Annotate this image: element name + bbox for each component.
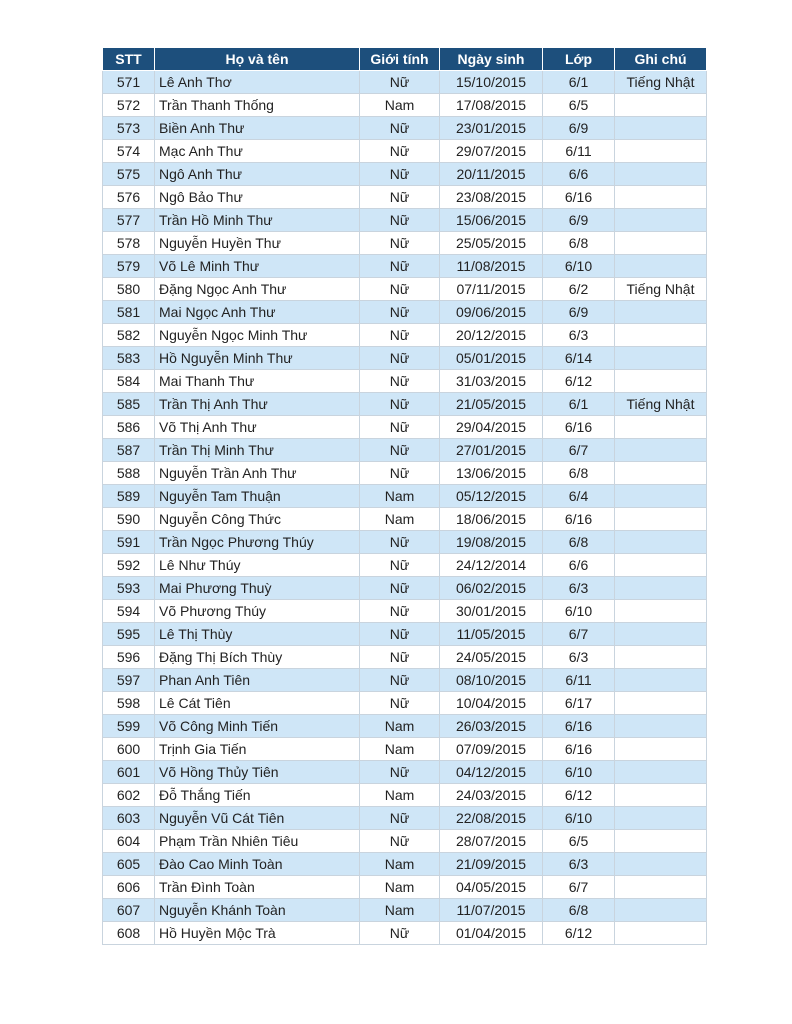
cell-birth-date: 10/04/2015 xyxy=(440,692,543,715)
cell-gender: Nữ xyxy=(360,577,440,600)
cell-full-name: Mai Thanh Thư xyxy=(155,370,360,393)
table-row xyxy=(103,255,707,278)
cell-gender: Nữ xyxy=(360,370,440,393)
cell-class: 6/12 xyxy=(543,784,615,807)
cell-full-name: Phạm Trần Nhiên Tiêu xyxy=(155,830,360,853)
cell-class: 6/6 xyxy=(543,554,615,577)
cell-note xyxy=(615,669,707,692)
cell-class: 6/7 xyxy=(543,623,615,646)
cell-full-name: Nguyễn Trần Anh Thư xyxy=(155,462,360,485)
cell-birth-date: 29/04/2015 xyxy=(440,416,543,439)
cell-note xyxy=(615,646,707,669)
cell-gender: Nữ xyxy=(360,324,440,347)
header-full-name: Họ và tên xyxy=(155,48,360,71)
header-birth-date: Ngày sinh xyxy=(440,48,543,71)
table-row xyxy=(103,876,707,899)
cell-stt: 571 xyxy=(103,71,155,94)
cell-stt: 581 xyxy=(103,301,155,324)
cell-full-name: Mạc Anh Thư xyxy=(155,140,360,163)
cell-gender: Nữ xyxy=(360,922,440,945)
cell-full-name: Trần Thị Anh Thư xyxy=(155,393,360,416)
cell-stt: 584 xyxy=(103,370,155,393)
cell-birth-date: 05/01/2015 xyxy=(440,347,543,370)
cell-class: 6/12 xyxy=(543,370,615,393)
cell-note xyxy=(615,347,707,370)
cell-stt: 582 xyxy=(103,324,155,347)
cell-note xyxy=(615,508,707,531)
cell-class: 6/1 xyxy=(543,393,615,416)
cell-birth-date: 18/06/2015 xyxy=(440,508,543,531)
cell-gender: Nam xyxy=(360,738,440,761)
table-row xyxy=(103,370,707,393)
cell-gender: Nữ xyxy=(360,186,440,209)
cell-full-name: Nguyễn Huyền Thư xyxy=(155,232,360,255)
cell-class: 6/17 xyxy=(543,692,615,715)
cell-note xyxy=(615,416,707,439)
cell-class: 6/3 xyxy=(543,646,615,669)
cell-birth-date: 11/05/2015 xyxy=(440,623,543,646)
cell-gender: Nữ xyxy=(360,140,440,163)
cell-gender: Nữ xyxy=(360,646,440,669)
cell-full-name: Lê Anh Thơ xyxy=(155,71,360,94)
table-row xyxy=(103,784,707,807)
cell-full-name: Mai Ngọc Anh Thư xyxy=(155,301,360,324)
cell-full-name: Lê Thị Thùy xyxy=(155,623,360,646)
cell-note xyxy=(615,715,707,738)
cell-birth-date: 05/12/2015 xyxy=(440,485,543,508)
cell-stt: 577 xyxy=(103,209,155,232)
cell-stt: 589 xyxy=(103,485,155,508)
table-body xyxy=(103,71,707,945)
table-row xyxy=(103,232,707,255)
cell-full-name: Hồ Huyền Mộc Trà xyxy=(155,922,360,945)
cell-class: 6/10 xyxy=(543,761,615,784)
cell-full-name: Phan Anh Tiên xyxy=(155,669,360,692)
cell-note xyxy=(615,807,707,830)
cell-note xyxy=(615,876,707,899)
cell-birth-date: 30/01/2015 xyxy=(440,600,543,623)
header-row xyxy=(103,48,707,71)
cell-full-name: Đặng Ngọc Anh Thư xyxy=(155,278,360,301)
cell-stt: 580 xyxy=(103,278,155,301)
cell-stt: 599 xyxy=(103,715,155,738)
table-row xyxy=(103,738,707,761)
cell-gender: Nam xyxy=(360,853,440,876)
cell-birth-date: 13/06/2015 xyxy=(440,462,543,485)
cell-note xyxy=(615,531,707,554)
cell-birth-date: 07/11/2015 xyxy=(440,278,543,301)
cell-gender: Nữ xyxy=(360,347,440,370)
cell-full-name: Võ Phương Thúy xyxy=(155,600,360,623)
table-row xyxy=(103,278,707,301)
cell-class: 6/8 xyxy=(543,531,615,554)
cell-note xyxy=(615,853,707,876)
table-row xyxy=(103,899,707,922)
cell-birth-date: 25/05/2015 xyxy=(440,232,543,255)
cell-birth-date: 22/08/2015 xyxy=(440,807,543,830)
cell-stt: 585 xyxy=(103,393,155,416)
cell-note xyxy=(615,738,707,761)
cell-note xyxy=(615,600,707,623)
cell-gender: Nữ xyxy=(360,209,440,232)
cell-class: 6/1 xyxy=(543,71,615,94)
cell-note xyxy=(615,761,707,784)
table-row xyxy=(103,485,707,508)
cell-full-name: Nguyễn Tam Thuận xyxy=(155,485,360,508)
cell-birth-date: 23/01/2015 xyxy=(440,117,543,140)
cell-birth-date: 21/09/2015 xyxy=(440,853,543,876)
cell-stt: 572 xyxy=(103,94,155,117)
cell-birth-date: 24/05/2015 xyxy=(440,646,543,669)
cell-full-name: Nguyễn Khánh Toàn xyxy=(155,899,360,922)
cell-stt: 600 xyxy=(103,738,155,761)
cell-birth-date: 20/12/2015 xyxy=(440,324,543,347)
header-gender: Giới tính xyxy=(360,48,440,71)
cell-note xyxy=(615,439,707,462)
cell-full-name: Lê Như Thúy xyxy=(155,554,360,577)
cell-note xyxy=(615,163,707,186)
cell-birth-date: 15/06/2015 xyxy=(440,209,543,232)
cell-full-name: Trịnh Gia Tiến xyxy=(155,738,360,761)
cell-gender: Nữ xyxy=(360,554,440,577)
cell-class: 6/5 xyxy=(543,94,615,117)
cell-class: 6/7 xyxy=(543,439,615,462)
cell-full-name: Lê Cát Tiên xyxy=(155,692,360,715)
cell-birth-date: 19/08/2015 xyxy=(440,531,543,554)
table-row xyxy=(103,807,707,830)
cell-stt: 590 xyxy=(103,508,155,531)
cell-stt: 603 xyxy=(103,807,155,830)
table-row xyxy=(103,301,707,324)
cell-birth-date: 11/08/2015 xyxy=(440,255,543,278)
cell-gender: Nam xyxy=(360,508,440,531)
cell-birth-date: 31/03/2015 xyxy=(440,370,543,393)
cell-note xyxy=(615,117,707,140)
cell-note xyxy=(615,462,707,485)
cell-stt: 587 xyxy=(103,439,155,462)
cell-birth-date: 26/03/2015 xyxy=(440,715,543,738)
cell-full-name: Võ Lê Minh Thư xyxy=(155,255,360,278)
cell-note: Tiếng Nhật xyxy=(615,71,707,94)
table-row xyxy=(103,439,707,462)
table-row xyxy=(103,347,707,370)
table-row xyxy=(103,853,707,876)
cell-class: 6/10 xyxy=(543,255,615,278)
cell-stt: 594 xyxy=(103,600,155,623)
cell-class: 6/3 xyxy=(543,853,615,876)
cell-note xyxy=(615,623,707,646)
cell-note xyxy=(615,140,707,163)
table-row xyxy=(103,140,707,163)
cell-gender: Nữ xyxy=(360,301,440,324)
cell-class: 6/8 xyxy=(543,899,615,922)
cell-gender: Nữ xyxy=(360,692,440,715)
cell-full-name: Đỗ Thắng Tiến xyxy=(155,784,360,807)
table-row xyxy=(103,922,707,945)
cell-gender: Nữ xyxy=(360,117,440,140)
cell-class: 6/8 xyxy=(543,462,615,485)
cell-stt: 591 xyxy=(103,531,155,554)
cell-gender: Nữ xyxy=(360,807,440,830)
cell-full-name: Trần Đình Toàn xyxy=(155,876,360,899)
student-table xyxy=(102,47,707,945)
cell-birth-date: 01/04/2015 xyxy=(440,922,543,945)
cell-class: 6/16 xyxy=(543,715,615,738)
cell-gender: Nữ xyxy=(360,531,440,554)
cell-stt: 579 xyxy=(103,255,155,278)
cell-class: 6/10 xyxy=(543,807,615,830)
cell-note xyxy=(615,784,707,807)
cell-full-name: Ngô Bảo Thư xyxy=(155,186,360,209)
cell-gender: Nữ xyxy=(360,623,440,646)
cell-full-name: Võ Công Minh Tiến xyxy=(155,715,360,738)
cell-gender: Nữ xyxy=(360,163,440,186)
cell-gender: Nữ xyxy=(360,761,440,784)
cell-stt: 593 xyxy=(103,577,155,600)
cell-class: 6/16 xyxy=(543,416,615,439)
cell-full-name: Hồ Nguyễn Minh Thư xyxy=(155,347,360,370)
cell-birth-date: 23/08/2015 xyxy=(440,186,543,209)
cell-note xyxy=(615,324,707,347)
cell-note xyxy=(615,209,707,232)
cell-class: 6/12 xyxy=(543,922,615,945)
cell-class: 6/8 xyxy=(543,232,615,255)
cell-gender: Nữ xyxy=(360,439,440,462)
table-row xyxy=(103,646,707,669)
header-note: Ghi chú xyxy=(615,48,707,71)
table-row xyxy=(103,715,707,738)
cell-class: 6/9 xyxy=(543,117,615,140)
cell-full-name: Võ Hồng Thủy Tiên xyxy=(155,761,360,784)
cell-birth-date: 08/10/2015 xyxy=(440,669,543,692)
cell-full-name: Mai Phương Thuỳ xyxy=(155,577,360,600)
cell-birth-date: 27/01/2015 xyxy=(440,439,543,462)
cell-class: 6/2 xyxy=(543,278,615,301)
cell-note xyxy=(615,899,707,922)
cell-class: 6/9 xyxy=(543,301,615,324)
table-row xyxy=(103,600,707,623)
cell-stt: 574 xyxy=(103,140,155,163)
cell-birth-date: 04/12/2015 xyxy=(440,761,543,784)
cell-class: 6/4 xyxy=(543,485,615,508)
cell-note xyxy=(615,255,707,278)
table-row xyxy=(103,830,707,853)
cell-stt: 604 xyxy=(103,830,155,853)
header-stt: STT xyxy=(103,48,155,71)
cell-class: 6/16 xyxy=(543,508,615,531)
cell-class: 6/9 xyxy=(543,209,615,232)
cell-gender: Nam xyxy=(360,784,440,807)
cell-birth-date: 15/10/2015 xyxy=(440,71,543,94)
cell-note xyxy=(615,94,707,117)
cell-stt: 606 xyxy=(103,876,155,899)
cell-gender: Nữ xyxy=(360,232,440,255)
table-row xyxy=(103,669,707,692)
cell-gender: Nam xyxy=(360,94,440,117)
table-row xyxy=(103,554,707,577)
cell-birth-date: 06/02/2015 xyxy=(440,577,543,600)
cell-full-name: Đào Cao Minh Toàn xyxy=(155,853,360,876)
cell-class: 6/11 xyxy=(543,669,615,692)
cell-stt: 592 xyxy=(103,554,155,577)
cell-full-name: Trần Hồ Minh Thư xyxy=(155,209,360,232)
cell-stt: 607 xyxy=(103,899,155,922)
table-row xyxy=(103,508,707,531)
cell-note xyxy=(615,232,707,255)
cell-birth-date: 28/07/2015 xyxy=(440,830,543,853)
cell-full-name: Nguyễn Vũ Cát Tiên xyxy=(155,807,360,830)
cell-note: Tiếng Nhật xyxy=(615,278,707,301)
cell-birth-date: 09/06/2015 xyxy=(440,301,543,324)
cell-stt: 576 xyxy=(103,186,155,209)
cell-full-name: Ngô Anh Thư xyxy=(155,163,360,186)
cell-note xyxy=(615,485,707,508)
table-row xyxy=(103,577,707,600)
cell-class: 6/10 xyxy=(543,600,615,623)
cell-gender: Nam xyxy=(360,715,440,738)
cell-note xyxy=(615,577,707,600)
cell-note xyxy=(615,301,707,324)
cell-class: 6/6 xyxy=(543,163,615,186)
cell-stt: 575 xyxy=(103,163,155,186)
cell-gender: Nữ xyxy=(360,416,440,439)
cell-class: 6/7 xyxy=(543,876,615,899)
cell-class: 6/3 xyxy=(543,577,615,600)
cell-note xyxy=(615,830,707,853)
table-row xyxy=(103,94,707,117)
table-row xyxy=(103,393,707,416)
cell-note xyxy=(615,692,707,715)
cell-gender: Nữ xyxy=(360,830,440,853)
table-row xyxy=(103,623,707,646)
cell-gender: Nam xyxy=(360,485,440,508)
cell-full-name: Võ Thị Anh Thư xyxy=(155,416,360,439)
cell-gender: Nam xyxy=(360,899,440,922)
cell-gender: Nữ xyxy=(360,462,440,485)
cell-full-name: Trần Thanh Thống xyxy=(155,94,360,117)
cell-stt: 588 xyxy=(103,462,155,485)
cell-birth-date: 24/12/2014 xyxy=(440,554,543,577)
cell-note xyxy=(615,922,707,945)
cell-birth-date: 29/07/2015 xyxy=(440,140,543,163)
table-row xyxy=(103,324,707,347)
cell-birth-date: 17/08/2015 xyxy=(440,94,543,117)
cell-full-name: Nguyễn Ngọc Minh Thư xyxy=(155,324,360,347)
cell-birth-date: 04/05/2015 xyxy=(440,876,543,899)
header-class: Lớp xyxy=(543,48,615,71)
cell-full-name: Nguyễn Công Thức xyxy=(155,508,360,531)
cell-full-name: Đặng Thị Bích Thùy xyxy=(155,646,360,669)
cell-class: 6/5 xyxy=(543,830,615,853)
cell-class: 6/3 xyxy=(543,324,615,347)
cell-stt: 578 xyxy=(103,232,155,255)
table-row xyxy=(103,692,707,715)
cell-birth-date: 20/11/2015 xyxy=(440,163,543,186)
cell-stt: 598 xyxy=(103,692,155,715)
table-row xyxy=(103,761,707,784)
table-row xyxy=(103,531,707,554)
cell-full-name: Biền Anh Thư xyxy=(155,117,360,140)
cell-class: 6/11 xyxy=(543,140,615,163)
cell-stt: 583 xyxy=(103,347,155,370)
table-row xyxy=(103,416,707,439)
cell-stt: 602 xyxy=(103,784,155,807)
cell-gender: Nam xyxy=(360,876,440,899)
table-row xyxy=(103,462,707,485)
cell-gender: Nữ xyxy=(360,393,440,416)
cell-class: 6/16 xyxy=(543,738,615,761)
cell-birth-date: 11/07/2015 xyxy=(440,899,543,922)
cell-stt: 601 xyxy=(103,761,155,784)
cell-birth-date: 07/09/2015 xyxy=(440,738,543,761)
cell-gender: Nữ xyxy=(360,71,440,94)
cell-full-name: Trần Ngọc Phương Thúy xyxy=(155,531,360,554)
table-row xyxy=(103,117,707,140)
cell-note xyxy=(615,554,707,577)
table-row xyxy=(103,71,707,94)
cell-stt: 597 xyxy=(103,669,155,692)
cell-note xyxy=(615,186,707,209)
cell-gender: Nữ xyxy=(360,600,440,623)
cell-class: 6/14 xyxy=(543,347,615,370)
cell-stt: 605 xyxy=(103,853,155,876)
cell-gender: Nữ xyxy=(360,255,440,278)
cell-stt: 596 xyxy=(103,646,155,669)
table-row xyxy=(103,163,707,186)
cell-note xyxy=(615,370,707,393)
cell-gender: Nữ xyxy=(360,669,440,692)
cell-gender: Nữ xyxy=(360,278,440,301)
cell-stt: 586 xyxy=(103,416,155,439)
cell-stt: 573 xyxy=(103,117,155,140)
cell-note: Tiếng Nhật xyxy=(615,393,707,416)
cell-stt: 608 xyxy=(103,922,155,945)
cell-birth-date: 24/03/2015 xyxy=(440,784,543,807)
table-row xyxy=(103,209,707,232)
cell-full-name: Trần Thị Minh Thư xyxy=(155,439,360,462)
table-row xyxy=(103,186,707,209)
cell-birth-date: 21/05/2015 xyxy=(440,393,543,416)
cell-stt: 595 xyxy=(103,623,155,646)
cell-class: 6/16 xyxy=(543,186,615,209)
